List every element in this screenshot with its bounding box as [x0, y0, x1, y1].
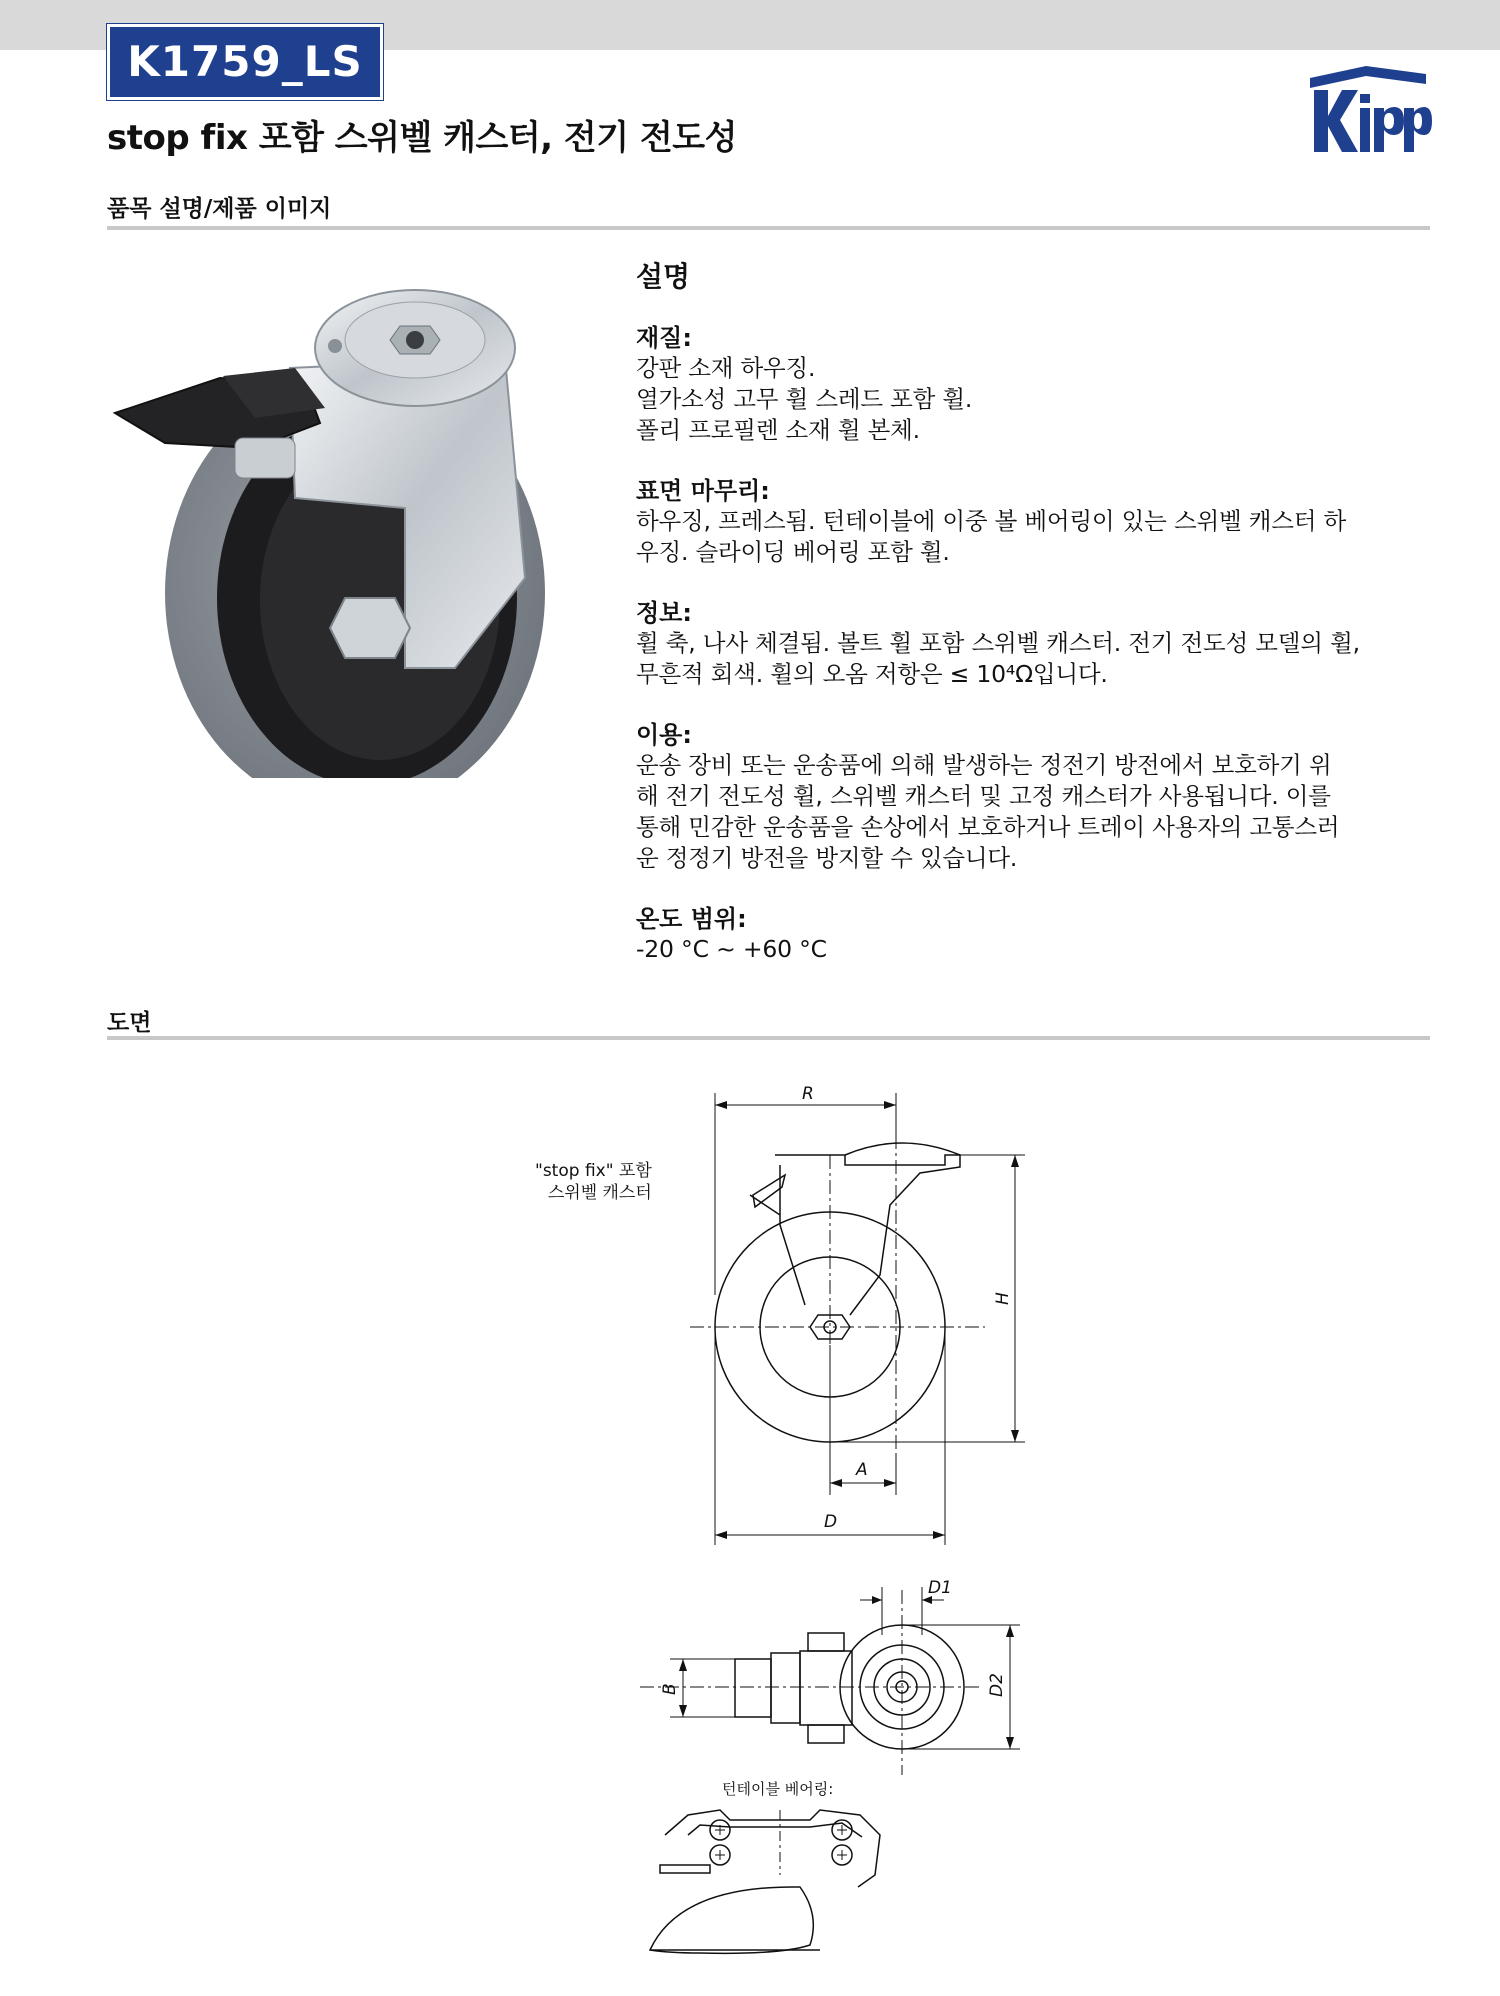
- material-label: 재질:: [636, 324, 692, 352]
- section-heading-product: 품목 설명/제품 이미지: [107, 196, 332, 222]
- dim-label-r: R: [802, 1084, 814, 1104]
- material-block: [636, 323, 1436, 446]
- dim-label-h: H: [993, 1292, 1013, 1305]
- stop-fix-callout: "stop fix" 포함 스위벨 캐스터: [535, 1161, 652, 1203]
- dim-label-d1: D1: [928, 1578, 952, 1598]
- turntable-bearing-label: 턴테이블 베어링:: [722, 1780, 834, 1798]
- caster-product-photo: [105, 248, 545, 778]
- info-label: 정보:: [636, 599, 692, 627]
- section-rule: [107, 226, 1430, 230]
- temperature-block: [636, 904, 1436, 965]
- technical-drawing: [520, 1075, 1060, 1980]
- material-text: 강판 소재 하우징. 열가소성 고무 휠 스레드 포함 휠. 폴리 프로필렌 소재 휠 본체.: [636, 354, 973, 444]
- dim-label-d: D: [824, 1512, 838, 1532]
- finish-text: 하우징, 프레스됨. 턴테이블에 이중 볼 베어링이 있는 스위벨 캐스터 하 우징. 슬라이딩 베어링 포함 휠.: [636, 507, 1346, 566]
- info-text: 휠 축, 나사 체결됨. 볼트 휠 포함 스위벨 캐스터. 전기 전도성 모델의 휠, 무흔적 회색. 휠의 오옴 저항은 ≤ 10⁴Ω입니다.: [636, 629, 1360, 688]
- page-title: stop fix 포함 스위벨 캐스터, 전기 전도성: [107, 118, 737, 158]
- kipp-logo: [1306, 60, 1432, 154]
- dim-label-d2: D2: [987, 1673, 1007, 1697]
- finish-label: 표면 마무리:: [636, 477, 770, 505]
- use-text: 운송 장비 또는 운송품에 의해 발생하는 정전기 방전에서 보호하기 위 해 전기 전도성 휠, 스위벨 캐스터 및 고정 캐스터가 사용됩니다. 이를 통해 민감한 운송품을 손상에서 보호하거나 트레이 사용자의 고통스러 운 정정기 방전을 방지할 수 있습니다.: [636, 751, 1340, 872]
- temperature-label: 온도 범위:: [636, 905, 747, 933]
- use-block: [636, 720, 1436, 874]
- temperature-text: -20 °C ~ +60 °C: [636, 935, 827, 963]
- dim-label-a: A: [856, 1460, 868, 1480]
- info-block: [636, 598, 1436, 690]
- section-heading-drawing: 도면: [107, 1010, 152, 1036]
- description-panel: [636, 255, 1436, 995]
- dim-label-b: B: [660, 1683, 680, 1695]
- description-heading: 설명: [636, 260, 691, 293]
- top-view: [640, 1578, 1020, 1775]
- section-rule: [107, 1036, 1430, 1040]
- product-code-badge: K1759_LS: [107, 24, 383, 100]
- turntable-detail: [650, 1810, 880, 1953]
- side-view: [690, 1084, 1025, 1545]
- use-label: 이용:: [636, 721, 692, 749]
- finish-block: [636, 476, 1436, 568]
